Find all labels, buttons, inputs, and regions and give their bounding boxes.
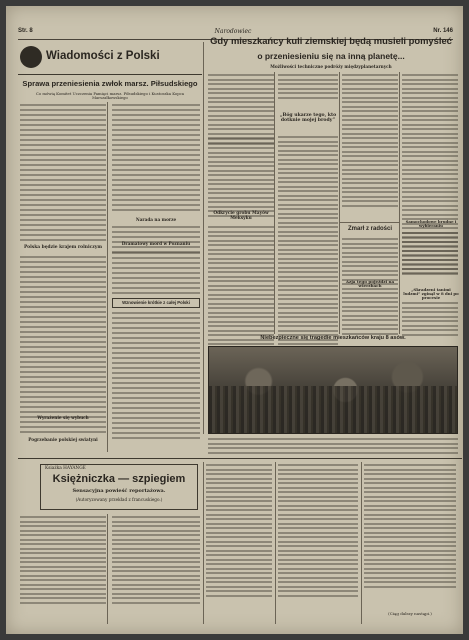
article-head: Samochodowe brudne i wybieraniu [405,219,457,229]
divider [18,458,462,459]
small-head: Pogrzebanie polskiej swiatyni [28,437,98,442]
news-photo [208,346,458,434]
crowd-image [209,386,457,433]
continued-note: (Ciąg dalszy nastąpi.) [388,611,432,616]
article-text-block [20,104,106,244]
column-rule [203,42,204,434]
photo-caption-text [208,438,458,456]
column-rule [274,72,275,334]
article-head: Odkrycie grobu Mayów Meksyku [213,211,269,221]
article-text-block [112,312,200,442]
serial-title: Księżniczka — szpiegiem [52,473,186,485]
divider [18,74,202,75]
column-rule [275,462,276,624]
article-text-block [20,516,106,606]
newspaper-page [6,6,463,634]
small-head: Polska będzie krajem rolniczym [24,245,102,250]
serial-note: (Autoryzowany przekład z francuskiego.) [75,497,163,502]
page-number: Str. 8 [18,28,33,34]
box-title: Wznowienie krótkie z całej Polski [122,300,190,305]
section-header: Wiadomości z Polski [46,50,160,62]
article-text-block [278,464,358,599]
article-head: Zmarł z radości [347,226,392,232]
article-text-block [402,302,458,338]
article-text-block [112,252,200,297]
article-head: Azja tego pojeździ na wierzbach [345,279,395,289]
serial-subtitle: Sensacyjna powieść reportażowa. [72,488,166,494]
top-headline: Gdy mieszkańcy kuli ziemskiej będą musieli pomyśleć [210,35,452,46]
newspaper-title: Narodowiec [214,28,252,35]
wiadomosci-logo-icon [20,46,42,68]
left-headline: Sprawa przeniesienia zwłok marsz. Piłsudskiego [22,79,198,88]
article-text-block [208,74,274,146]
article-text-block [364,464,456,590]
article-text-block [342,74,398,209]
photo-headline: Niebezpieczne się tragedie mieszkańców kraju 8 asów. [260,335,406,341]
column-rule [107,514,108,624]
column-rule [361,462,362,624]
article-text-block [278,136,338,352]
article-text-block [20,256,106,436]
article-text-block [208,226,274,352]
article-text-block [208,138,274,219]
article-text-block [342,292,398,337]
serial-author: Ksiażka HAYANGE [45,466,86,471]
article-head: „Skradzeni tanimi ludzmi” zginął w 8 dni po procesie [403,287,459,301]
left-subheadline: Co mówią Komitet Uczczenia Pamięci marsz. Piłsudskiego i Kustoszka Kopca Marszałkowskiego [35,91,185,100]
article-text-block [112,104,200,214]
small-head: Narada na morze [135,217,177,222]
column-rule [203,462,204,624]
column-rule [399,72,400,334]
small-head: Dramatowy mord w Poznaniu [121,241,191,246]
column-rule [339,72,340,334]
article-text-block [112,516,200,606]
issue-number: Nr. 146 [433,28,453,34]
column-rule [107,102,108,452]
article-head: „Bóg ukarze tego, kto dotknie mojej brody” [279,113,337,123]
top-kicker: Możliwości techniczne podróży międzyplanetarnych [270,64,392,69]
top-subheadline: o przeniesieniu się na inną planetę... [257,51,405,61]
article-text-block [402,232,458,277]
small-head: Wyrażenie się wybuch [37,415,89,420]
news-box [112,298,200,308]
serial-box [40,464,198,510]
divider [340,222,400,223]
article-text-block [278,74,338,101]
article-text-block [206,464,272,599]
